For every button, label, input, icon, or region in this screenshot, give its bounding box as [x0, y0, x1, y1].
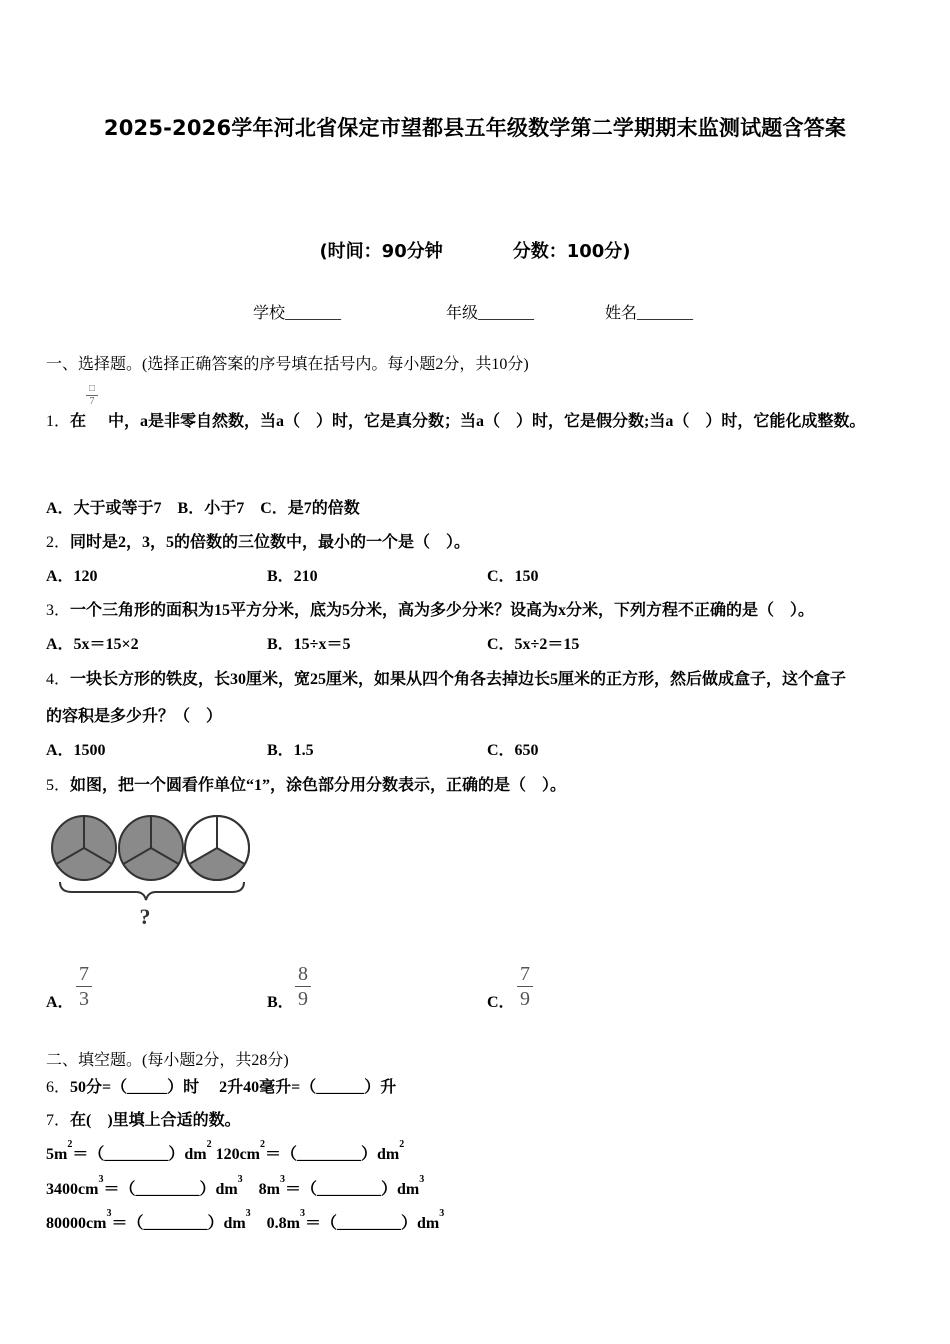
r3-b-exp: 3 — [300, 1208, 305, 1219]
q4-text-line1: 一块长方形的铁皮，长30厘米，宽25厘米，如果从四个角各去掉边长5厘米的正方形，然后做成盒子，这个盒子 — [70, 671, 847, 688]
q5-c-numerator: 7 — [520, 963, 530, 985]
r2-a-pre: 3400cm — [46, 1181, 99, 1198]
q5-b-denominator: 9 — [298, 988, 308, 1010]
q4-number: 4． — [46, 671, 71, 688]
q4-option-a: A．1500 — [46, 742, 106, 759]
r2-a-exp: 3 — [98, 1174, 104, 1185]
r2-b-exp2: 3 — [419, 1174, 425, 1185]
r2-a-mid: ＝（________）dm — [103, 1181, 238, 1198]
name-field[interactable]: 姓名_______ — [605, 305, 694, 322]
page-title: 2025-2026学年河北省保定市望都县五年级数学第二学期期末监测试题含答案 — [103, 116, 847, 140]
r3-a-mid: ＝（________）dm — [111, 1215, 246, 1232]
q6-number: 6． — [46, 1079, 71, 1096]
section1-header: 一、选择题。(选择正确答案的序号填在括号内。每小题2分，共10分) — [46, 356, 529, 373]
r2-a-exp2: 3 — [237, 1174, 243, 1185]
r3-b-mid: ＝（________）dm — [305, 1215, 440, 1232]
question-7 — [46, 1107, 241, 1130]
exam-score: 分数：100分) — [512, 241, 631, 262]
q2-text: 同时是2，3，5的倍数的三位数中，最小的一个是（ ）。 — [70, 534, 471, 551]
q7-row-3 — [46, 1210, 444, 1233]
question-4 — [46, 666, 846, 689]
q5-c-denominator: 9 — [520, 988, 530, 1010]
q1-frac-den: 7 — [89, 396, 95, 407]
r1-a-mid: ＝（________）dm — [72, 1146, 207, 1163]
q2-option-b: B．210 — [267, 568, 318, 585]
q5-number: 5． — [46, 777, 71, 794]
q5-option-c-label: C． — [487, 994, 515, 1011]
q5-option-a-fraction — [76, 964, 92, 1009]
r1-b-mid: ＝（________）dm — [265, 1146, 400, 1163]
q7-text: 在( )里填上合适的数。 — [70, 1112, 241, 1129]
exam-info — [0, 237, 950, 263]
q5-option-c-fraction — [517, 964, 533, 1009]
q1-frac-num: □ — [88, 383, 96, 394]
circles-figure — [46, 808, 256, 932]
figure-question-mark: ? — [139, 904, 151, 929]
q5-option-b-fraction — [295, 964, 311, 1009]
q5-option-b-label: B． — [267, 994, 294, 1011]
question-3 — [46, 597, 814, 620]
exam-time: (时间：90分钟 — [319, 241, 443, 262]
grade-field[interactable]: 年级_______ — [446, 305, 535, 322]
r1-b-exp2: 2 — [399, 1139, 405, 1150]
question-5 — [46, 772, 566, 795]
section2-header: 二、填空题。(每小题2分，共28分) — [46, 1052, 289, 1069]
q3-number: 3． — [46, 602, 71, 619]
school-field[interactable]: 学校_______ — [253, 305, 342, 322]
q3-option-c: C．5x÷2＝15 — [487, 636, 580, 653]
q5-a-denominator: 3 — [79, 988, 89, 1010]
q2-option-c: C．150 — [487, 568, 539, 585]
r3-b-pre: 0.8m — [266, 1215, 300, 1232]
q2-option-a: A．120 — [46, 568, 98, 585]
q4-option-b: B．1.5 — [267, 742, 314, 759]
q1-number: 1． — [46, 413, 71, 430]
q2-number: 2． — [46, 534, 71, 551]
q7-row-1 — [46, 1141, 404, 1164]
r3-a-exp2: 3 — [245, 1208, 251, 1219]
q1-pre: 在 — [70, 413, 87, 430]
r2-b-pre: 8m — [258, 1181, 280, 1198]
r2-b-exp: 3 — [280, 1174, 285, 1185]
r3-a-pre: 80000cm — [46, 1215, 107, 1232]
r3-b-exp2: 3 — [439, 1208, 445, 1219]
q6-text: 50分=（_____）时 2升40毫升=（______）升 — [70, 1079, 397, 1096]
circle-2 — [119, 816, 183, 880]
q1-text: 中，a是非零自然数，当a（ ）时，它是真分数；当a（ ）时，它是假分数;当a（ ）时，它能化成整数。 — [108, 413, 866, 430]
circle-3 — [185, 816, 249, 880]
r2-b-mid: ＝（________）dm — [285, 1181, 420, 1198]
r1-b-pre: 120cm — [215, 1146, 260, 1163]
q1-fraction — [86, 384, 98, 407]
brace — [60, 882, 244, 900]
r1-a-exp2: 2 — [206, 1139, 212, 1150]
q3-option-a: A．5x＝15×2 — [46, 636, 139, 653]
q5-text: 如图，把一个圆看作单位“1”，涂色部分用分数表示，正确的是（ ）。 — [70, 777, 567, 794]
q5-a-numerator: 7 — [79, 963, 89, 985]
question-1 — [46, 408, 865, 431]
r1-a-pre: 5m — [46, 1146, 68, 1163]
q5-option-a-label: A． — [46, 994, 74, 1011]
circle-1 — [52, 816, 116, 880]
question-2 — [46, 529, 470, 552]
q7-row-2 — [46, 1176, 424, 1199]
r1-b-exp: 2 — [260, 1139, 265, 1150]
r1-a-exp: 2 — [67, 1139, 73, 1150]
q3-option-b: B．15÷x＝5 — [267, 636, 351, 653]
q4-text-line2: 的容积是多少升？（ ） — [46, 708, 223, 725]
q7-number: 7． — [46, 1112, 71, 1129]
q3-text: 一个三角形的面积为15平方分米，底为5分米，高为多少分米？设高为x分米，下列方程不正确的是（ ）。 — [70, 602, 815, 619]
q4-option-c: C．650 — [487, 742, 539, 759]
r3-a-exp: 3 — [106, 1208, 112, 1219]
q1-options: A．大于或等于7 B．小于7 C．是7的倍数 — [46, 500, 360, 517]
q5-b-numerator: 8 — [298, 963, 308, 985]
question-6 — [46, 1074, 396, 1097]
